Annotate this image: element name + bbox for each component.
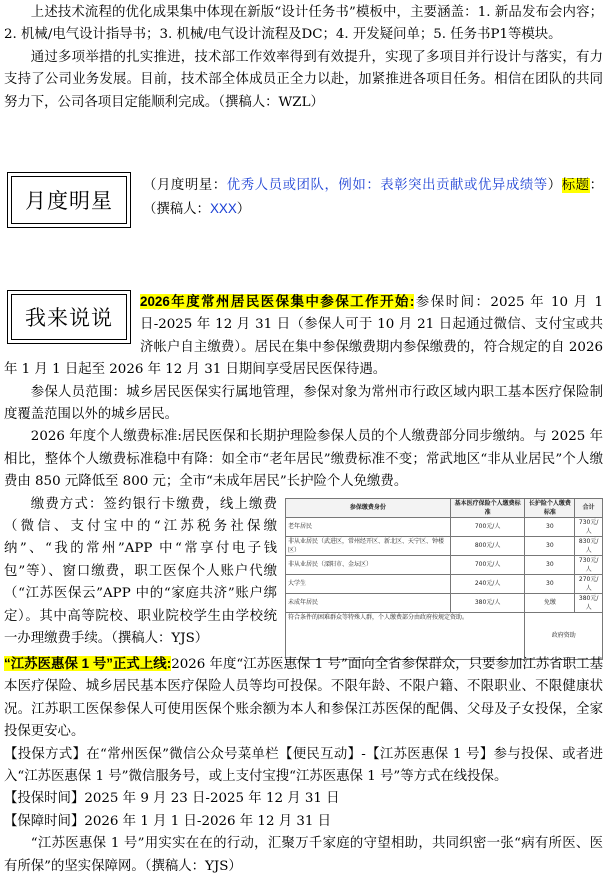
fee-cell: 800元/人 [450, 536, 525, 555]
jshb-headline: “江苏医惠保 1 号”正式上线: [4, 656, 172, 671]
fee-cell: 免缴 [525, 593, 575, 612]
talk-standard: 2026 年度个人缴费标准:居民医保和长期护理险参保人员的个人缴费部分同步缴纳。与 2025 年相比，整体个人缴费标准稳中有降：如全市“老年居民”缴费标准不变；常武地区“非从业居民”个人缴费由 850 元降低至 800 元；全市“未成年居民”长护险个人免缴费。 [4, 429, 603, 490]
fee-row [286, 574, 603, 593]
star-title-box [7, 172, 131, 228]
fee-cell: 非从业居民（溧阳市、金坛区） [286, 555, 451, 574]
star-end: ） [236, 202, 251, 217]
fee-cell: 30 [525, 536, 575, 555]
fee-cell: 730元/人 [575, 517, 603, 536]
star-paren: ） [547, 178, 562, 193]
fee-row [286, 593, 603, 612]
fee-row [286, 536, 603, 555]
talk-section [4, 291, 603, 651]
star-author: XXX [209, 201, 237, 216]
talk-title: 我来说说 [11, 294, 127, 340]
fee-cell: 大学生 [286, 574, 451, 593]
fee-cell: 380元/人 [450, 593, 525, 612]
fee-cell: 730元/人 [575, 555, 603, 574]
fee-row [286, 555, 603, 574]
talk-headline: 2026年度常州居民医保集中参保工作开始: [140, 294, 415, 309]
fee-note: 符合条件的困难群众等特殊人群，个人缴费部分由政府按规定资助。 [286, 612, 525, 659]
fee-header-basic: 基本医疗保险个人缴费标准 [450, 498, 525, 517]
star-description [143, 174, 603, 221]
intro-paragraph-1: 上述技术流程的优化成果集中体现在新版“设计任务书”模板中，主要涵盖：1. 新品发布会内容；2. 机械/电气设计指导书；3. 机械/电气设计流程及DC；4. 开发疑问单；5. 任务书P1等模块。 [4, 5, 603, 43]
jshb-coverage: 【保障时间】2026 年 1 月 1 日-2026 年 12 月 31 日 [4, 813, 332, 829]
fee-cell: 30 [525, 574, 575, 593]
fee-cell: 未成年居民 [286, 593, 451, 612]
jshb-intro [4, 653, 603, 744]
talk-method: 缴费方式：签约银行卡缴费，线上缴费（微信、支付宝中的“江苏税务社保缴纳”、“我的常州”APP 中“常享付电子钱包”等）、窗口缴费，职工医保个人账户代缴（“江苏医保云”APP 中的“家庭共济”账户绑定）。其中高等院校、职业院校学生由学校统一办理缴费手续。（撰稿人：YJS） [4, 496, 277, 647]
jshb-method: 【投保方式】在“常州医保”微信公众号菜单栏【便民互动】-【江苏医惠保 1 号】参与投保、或者进入“江苏医惠保 1 号”微信服务号，或上支付宝搜“江苏医惠保 1 号”等方式在线投保。 [4, 746, 603, 785]
fee-note-2: 政府资助 [525, 612, 603, 659]
fee-cell: 240元/人 [450, 574, 525, 593]
star-prefix: （月度明星： [143, 178, 227, 193]
fee-cell: 830元/人 [575, 536, 603, 555]
star-highlight-label: 标题 [561, 178, 590, 193]
fee-table-image [285, 498, 603, 640]
star-example-text: 优秀人员或团队，例如：表彰突出贡献或优异成绩等 [226, 178, 548, 193]
jshb-period: 【投保时间】2025 年 9 月 23 日-2025 年 12 月 31 日 [4, 791, 340, 807]
talk-scope: 参保人员范围：城乡居民医保实行属地管理，参保对象为常州市行政区域内职工基本医疗保险制度覆盖范围以外的城乡居民。 [4, 384, 603, 423]
jshb-intro-text: 2026 年度“江苏医惠保 1 号”面向全省参保群众，只要参加江苏省职工基本医疗保险、城乡居民基本医疗保险人员等均可投保。不限年龄、不限户籍、不限职业、不限健康状况。江苏职工医保参保人可使用医保个账余额为本人和参保江苏医保的配偶、父母及子女投保，全家投保更安心。 [4, 657, 603, 740]
intro-paragraph-2: 通过多项举措的扎实推进，技术部工作效率得到有效提升，实现了多项目并行设计与落实，有力支持了公司业务发展。目前，技术部全体成员正全力以赴，加紧推进各项目任务。相信在团队的共同努力下，公司各项目定能顺利完成。（撰稿人：WZL） [4, 49, 603, 110]
fee-cell: 700元/人 [450, 517, 525, 536]
intro-section [4, 2, 603, 114]
talk-intro [4, 291, 603, 382]
jshb-closing: “江苏医惠保 1 号”用实实在在的行动，汇聚万千家庭的守望相助，共同织密一张“病有所医、医有所保”的坚实保障网。（撰稿人：YJS） [4, 836, 603, 874]
fee-cell: 老年居民 [286, 517, 451, 536]
fee-cell: 380元/人 [575, 593, 603, 612]
fee-cell: 700元/人 [450, 555, 525, 574]
star-title: 月度明星 [11, 176, 127, 224]
fee-table [285, 498, 603, 660]
fee-header-identity: 参保缴费身份 [286, 498, 451, 517]
fee-cell: 270元/人 [575, 574, 603, 593]
fee-cell: 30 [525, 517, 575, 536]
fee-header-total: 合计 [575, 498, 603, 517]
talk-intro-text: 参保时间：2025 年 10 月 1 日-2025 年 12 月 31 日（参保人可于 10 月 21 日起通过微信、支付宝或共济帐户自主缴费）。居民在集中参保缴费期内参保缴费的，符合规定的自 2026 年 1 月 1 日起至 2026 年 12 月 31 日期间享受居民医保待遇。 [4, 295, 604, 378]
star-author-prefix: ：（撰稿人： [143, 178, 604, 217]
fee-header-ltc: 长护险个人缴费标准 [525, 498, 575, 517]
fee-row [286, 517, 603, 536]
fee-cell: 30 [525, 555, 575, 574]
jshb-section [4, 653, 603, 878]
fee-cell: 非从业居民（武进区，常州经开区、新北区、天宁区、钟楼区） [286, 536, 451, 555]
